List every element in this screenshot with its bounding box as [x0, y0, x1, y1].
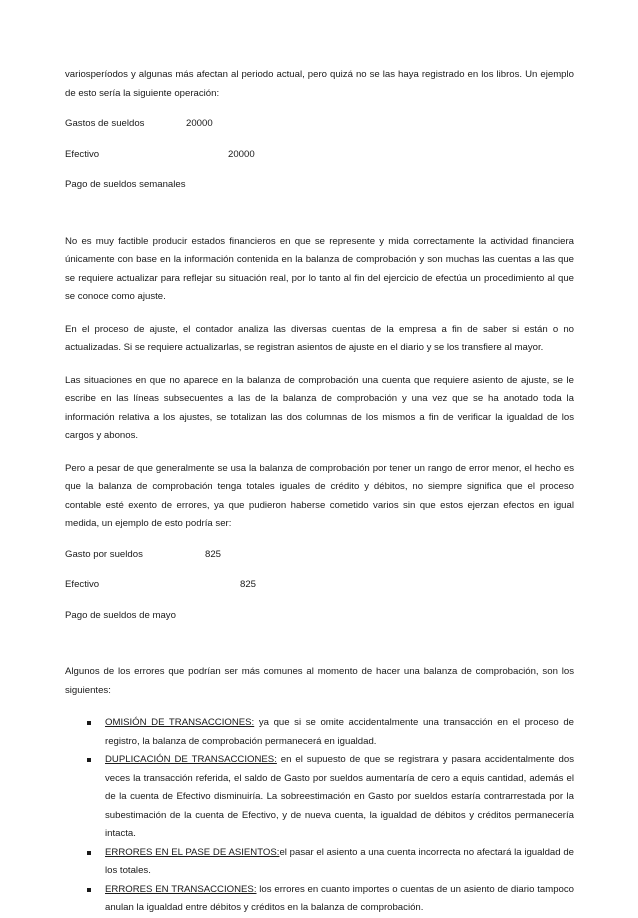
error-description: el pasar el asiento a una cuenta incorrecta no afectará la igualdad de los totales.: [105, 846, 575, 876]
error-term: ERRORES EN TRANSACCIONES:: [105, 883, 257, 895]
list-item: [65, 881, 574, 918]
entry-description: Pago de sueldos semanales: [65, 179, 186, 190]
credit-amount: 20000: [228, 148, 255, 160]
debit-amount: 825: [205, 548, 222, 560]
paragraph-intro: variosperíodos y algunas más afectan al periodo actual, pero quizá no se las haya registrado en los libros. Un ejemplo de esto sería la siguiente operación:: [65, 69, 574, 99]
credit-account: Efectivo: [65, 579, 100, 590]
document-page: [65, 66, 574, 918]
error-description: en el supuesto de que se registrara y pasara accidentalmente dos veces la transacción referida, el saldo de Gasto por sueldos aumentaría de cero a equis cantidad, además el de la cuenta de Efectivo disminuiría. La sobreestimación en Gasto por sueldos estaría contrarrestada por la subestimación de la cuenta de Efectivo, y de nueva cuenta, la igualdad de débitos y créditos permanecería intacta.: [105, 754, 574, 839]
journal-entry-1-credit: [65, 146, 574, 165]
error-term: ERRORES EN EL PASE DE ASIENTOS:: [105, 846, 280, 858]
paragraph-financial-statements: No es muy factible producir estados financieros en que se represente y mida correctamente la actividad financiera únicamente con base en la información contenida en la balanza de comprobación y son muchas las cuentas a las que se requiere actualizar para reflejar su situación real, por lo tanto al fin del ejercicio de efectúa un procedimiento al que se conoce como ajuste.: [65, 235, 574, 302]
paragraph-adjustment-process: En el proceso de ajuste, el contador analiza las diversas cuentas de la empresa a fin de saber si están o no actualizadas. Si se requiere actualizarlas, se registran asientos de ajuste en el diario y se los transfiere al mayor.: [65, 323, 574, 353]
journal-entry-2-debit: [65, 546, 574, 565]
journal-entry-1-description: [65, 176, 574, 195]
bullet-icon: [87, 851, 91, 855]
debit-account: Gastos de sueldos: [65, 118, 145, 129]
paragraph-common-errors: Algunos de los errores que podrían ser más comunes al momento de hacer una balanza de comprobación, son los siguientes:: [65, 666, 574, 696]
journal-entry-2-credit: [65, 576, 574, 595]
list-item: [65, 751, 574, 844]
error-description: los errores en cuanto importes o cuentas de un asiento de diario tampoco anulan la igualdad entre débitos y créditos en la balanza de comprobación.: [105, 883, 575, 913]
debit-account: Gasto por sueldos: [65, 548, 143, 560]
bullet-icon: [87, 888, 91, 892]
paragraph-adjustment-situations: Las situaciones en que no aparece en la balanza de comprobación una cuenta que requiere asiento de ajuste, se le escribe en las líneas subsecuentes a las de la balanza de comprobación y una vez que se ha anotado toda la información relativa a los ajustes, se totalizan las dos columnas de los mismos a fin de verificar la igualdad de los cargos y abonos.: [65, 374, 574, 441]
journal-entry-1-debit: [65, 115, 574, 134]
error-description: ya que si se omite accidentalmente una transacción en el proceso de registro, la balanza de comprobación permanecerá en igualdad.: [105, 717, 574, 747]
credit-account: Efectivo: [65, 148, 100, 160]
error-term: OMISIÓN DE TRANSACCIONES:: [105, 717, 255, 728]
journal-entry-2-description: [65, 607, 574, 626]
bullet-icon: [87, 758, 91, 762]
entry-description: Pago de sueldos de mayo: [65, 609, 176, 621]
errors-list: [65, 714, 574, 918]
debit-amount: 20000: [186, 118, 213, 129]
list-item: [65, 714, 574, 751]
paragraph-trial-balance-errors: Pero a pesar de que generalmente se usa la balanza de comprobación por tener un rango de error menor, el hecho es que la balanza de comprobación tenga totales iguales de crédito y débitos, no siempre significa que el proceso contable esté exento de errores, ya que pudieron haberse cometido varios sin que estos ejerzan efectos en igual medida, un ejemplo de esto podría ser:: [65, 462, 574, 529]
bullet-icon: [87, 721, 91, 725]
error-term: DUPLICACIÓN DE TRANSACCIONES:: [105, 754, 277, 765]
list-item: [65, 844, 574, 881]
credit-amount: 825: [240, 579, 257, 590]
